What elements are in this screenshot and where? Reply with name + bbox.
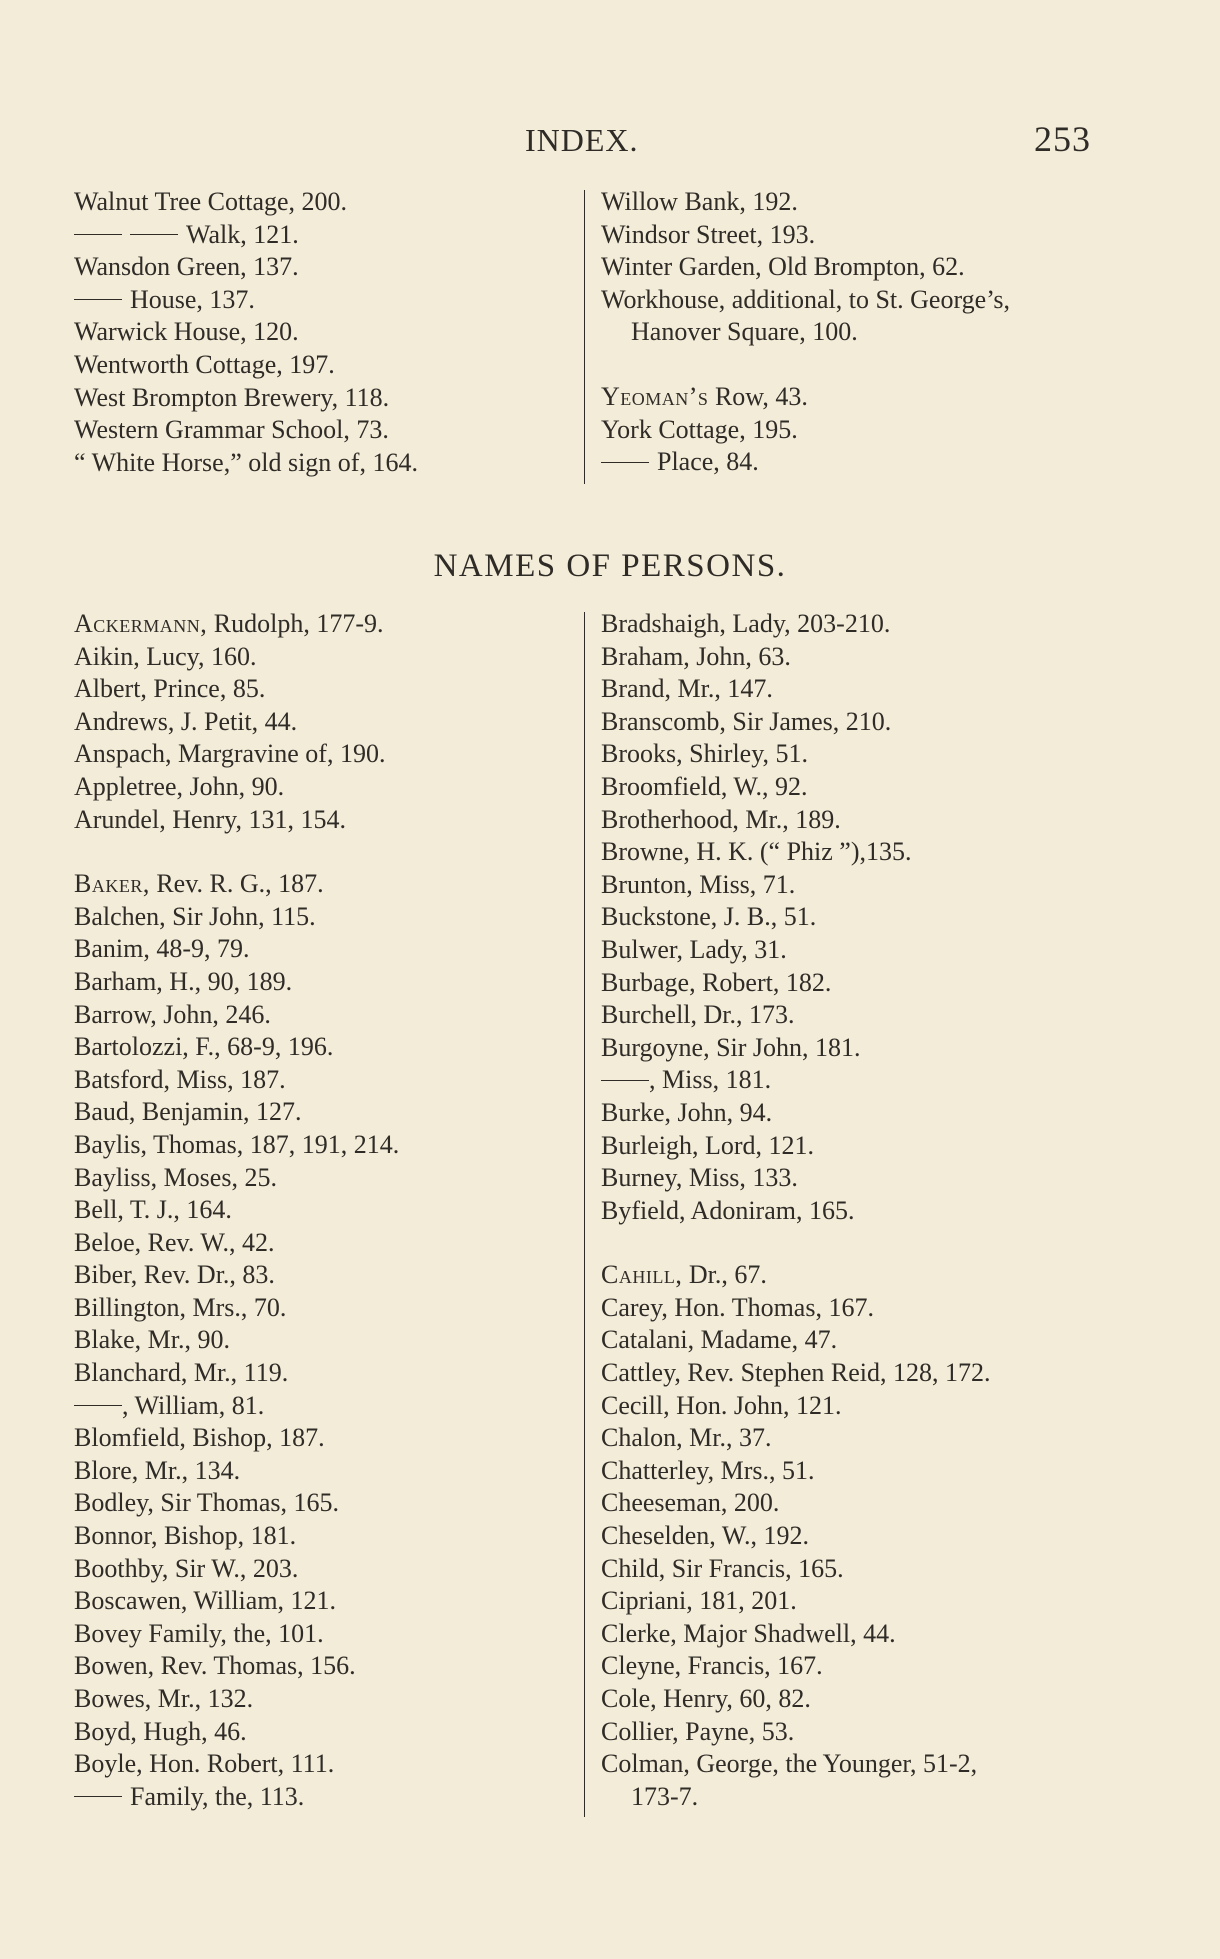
index-entry (74, 1129, 399, 1162)
entry-text: Burney, Miss, 133. (601, 1163, 798, 1193)
index-entry (601, 1162, 990, 1195)
index-entry (74, 349, 418, 382)
entry-text: Blomfield, Bishop, 187. (74, 1423, 325, 1453)
index-entry (601, 1064, 990, 1097)
entry-text: Cipriani, 181, 201. (601, 1586, 797, 1616)
entry-text: Rudolph, 177-9. (207, 609, 384, 638)
index-entry (74, 1650, 399, 1683)
entry-text: Bowes, Mr., 132. (74, 1684, 254, 1713)
index-entry (601, 1130, 990, 1163)
index-entry (74, 1422, 399, 1455)
index-entry (74, 1520, 399, 1553)
entry-text: Dr., 67. (682, 1260, 767, 1290)
entry-text: Braham, John, 63. (601, 641, 791, 671)
ditto-dash (74, 234, 122, 235)
index-entry (601, 1455, 990, 1488)
entry-text: Branscomb, Sir James, 210. (601, 706, 892, 736)
page-header (0, 119, 1220, 166)
entry-text: Bulwer, Lady, 31. (601, 934, 787, 964)
index-entry (74, 1781, 399, 1814)
entry-text: Barham, H., 90, 189. (74, 966, 293, 996)
entry-text: Winter Garden, Old Brompton, 62. (601, 252, 965, 282)
index-entry (74, 1455, 399, 1488)
entry-text: Billington, Mrs., 70. (74, 1292, 287, 1322)
entry-text: Burgoyne, Sir John, 181. (601, 1032, 861, 1062)
index-entry (601, 1259, 990, 1292)
entry-text: Clerke, Major Shadwell, 44. (601, 1618, 896, 1648)
index-entry (74, 608, 399, 641)
entry-text: Bodley, Sir Thomas, 165. (74, 1488, 340, 1518)
entry-text: Boyd, Hugh, 46. (74, 1716, 247, 1746)
index-entry-continuation (601, 1781, 990, 1814)
entry-text: Warwick House, 120. (74, 317, 299, 347)
entry-text: Bovey Family, the, 101. (74, 1618, 324, 1648)
entry-text: Barrow, John, 246. (74, 999, 271, 1029)
entry-text: Cecill, Hon. John, 121. (601, 1390, 842, 1420)
entry-text: Boscawen, William, 121. (74, 1586, 337, 1616)
index-entry (74, 316, 418, 349)
index-entry (601, 251, 1010, 284)
entry-text: Western Grammar School, 73. (74, 415, 389, 445)
index-entry (601, 608, 990, 641)
entry-text: Broomfield, W., 92. (601, 771, 808, 801)
entry-text: Burbage, Robert, 182. (601, 967, 832, 997)
entry-text: Rev. R. G., 187. (149, 869, 324, 899)
entry-text: Bowen, Rev. Thomas, 156. (74, 1651, 356, 1681)
index-entry (74, 901, 399, 934)
index-entry (601, 1650, 990, 1683)
entry-text: Bayliss, Moses, 25. (74, 1162, 277, 1192)
ditto-dash (74, 299, 122, 300)
index-entry (601, 1032, 990, 1065)
entry-text: 173-7. (631, 1781, 699, 1811)
index-entry (601, 901, 990, 934)
index-entry (74, 738, 399, 771)
entry-text: Blore, Mr., 134. (74, 1455, 241, 1485)
entry-text: “ White Horse,” old sign of, 164. (74, 447, 418, 477)
index-entry (601, 284, 1010, 317)
ditto-dash (130, 234, 178, 235)
entry-text: Anspach, Margravine of, 190. (74, 739, 386, 769)
index-entry (74, 804, 399, 837)
index-entry (601, 999, 990, 1032)
entry-text: Bradshaigh, Lady, 203-210. (601, 609, 891, 638)
index-entry (601, 1390, 990, 1423)
entry-text: Cattley, Rev. Stephen Reid, 128, 172. (601, 1358, 991, 1388)
index-entry (601, 1585, 990, 1618)
index-entry-continuation (601, 316, 1010, 349)
index-entry (74, 1585, 399, 1618)
entry-text: Baud, Benjamin, 127. (74, 1097, 302, 1127)
entry-text: Brooks, Shirley, 51. (601, 739, 809, 769)
index-entry (74, 1683, 399, 1716)
entry-text: Boyle, Hon. Robert, 111. (74, 1749, 335, 1779)
entry-text: Balchen, Sir John, 115. (74, 901, 316, 931)
index-entry (601, 186, 1010, 219)
index-entry (601, 869, 990, 902)
index-entry (601, 414, 1010, 447)
persons-column-left (74, 608, 399, 1813)
entry-text: Albert, Prince, 85. (74, 674, 266, 704)
places-column-right (601, 186, 1010, 479)
places-column-divider (584, 190, 585, 484)
index-entry (74, 966, 399, 999)
index-entry (601, 1748, 990, 1781)
index-entry (74, 186, 418, 219)
entry-text: Buckstone, J. B., 51. (601, 902, 817, 932)
index-entry (74, 1357, 399, 1390)
entry-text: Burchell, Dr., 173. (601, 1000, 795, 1030)
entry-text: House, 137. (130, 284, 255, 314)
index-entry (601, 1683, 990, 1716)
entry-lead-word: Baker, (74, 869, 150, 899)
index-entry (601, 934, 990, 967)
running-title: INDEX. (525, 122, 639, 158)
index-entry (601, 1487, 990, 1520)
entry-text: Cole, Henry, 60, 82. (601, 1684, 811, 1713)
entry-text: Windsor Street, 193. (601, 219, 816, 249)
index-entry (601, 1520, 990, 1553)
index-entry (601, 1097, 990, 1130)
entry-group-gap (74, 836, 399, 868)
index-entry (74, 414, 418, 447)
entry-text: Boothby, Sir W., 203. (74, 1553, 299, 1583)
entry-text: Burleigh, Lord, 121. (601, 1130, 815, 1160)
entry-text: Batsford, Miss, 187. (74, 1064, 286, 1094)
entry-text: Aikin, Lucy, 160. (74, 641, 257, 671)
entry-group-gap (601, 349, 1010, 381)
index-entry (601, 967, 990, 1000)
entry-text: Cheeseman, 200. (601, 1488, 780, 1518)
index-entry (601, 1357, 990, 1390)
entry-text: Biber, Rev. Dr., 83. (74, 1260, 275, 1290)
index-entry (601, 804, 990, 837)
entry-text: York Cottage, 195. (601, 414, 798, 444)
index-entry (74, 999, 399, 1032)
index-entry (601, 706, 990, 739)
index-entry (74, 706, 399, 739)
entry-text: Wentworth Cottage, 197. (74, 349, 335, 379)
entry-text: Hanover Square, 100. (631, 317, 858, 347)
entry-text: Burke, John, 94. (601, 1097, 773, 1127)
entry-text: Collier, Payne, 53. (601, 1716, 795, 1746)
index-entry (601, 1422, 990, 1455)
entry-text: Blanchard, Mr., 119. (74, 1358, 289, 1388)
entry-text: West Brompton Brewery, 118. (74, 382, 390, 412)
entry-text: Walnut Tree Cottage, 200. (74, 187, 348, 216)
ditto-dash (601, 1080, 649, 1081)
entry-text: Colman, George, the Younger, 51-2, (601, 1749, 978, 1779)
entry-text: Family, the, 113. (130, 1781, 305, 1811)
page-number: 253 (1034, 119, 1091, 159)
section-title: NAMES OF PERSONS. (433, 548, 787, 584)
entry-text: Workhouse, additional, to St. George’s, (601, 284, 1011, 314)
index-entry (601, 738, 990, 771)
index-entry (74, 219, 418, 252)
index-entry (74, 382, 418, 415)
entry-text: Cleyne, Francis, 167. (601, 1651, 823, 1681)
index-entry (601, 446, 1010, 479)
index-entry (74, 1292, 399, 1325)
entry-text: Brotherhood, Mr., 189. (601, 804, 841, 834)
index-entry (74, 1031, 399, 1064)
entry-text: Child, Sir Francis, 165. (601, 1553, 844, 1583)
index-entry (601, 1716, 990, 1749)
index-entry (601, 1618, 990, 1651)
entry-text: Appletree, John, 90. (74, 771, 285, 801)
entry-text: Byfield, Adoniram, 165. (601, 1195, 855, 1225)
persons-column-divider (584, 612, 585, 1817)
entry-lead-word: Ackermann, (74, 609, 208, 638)
entry-text: Brand, Mr., 147. (601, 674, 773, 704)
ditto-dash (601, 462, 649, 463)
index-entry (74, 1162, 399, 1195)
entry-text: Willow Bank, 192. (601, 187, 798, 216)
entry-text: Walk, 121. (186, 219, 299, 249)
index-entry (74, 1324, 399, 1357)
index-entry (601, 641, 990, 674)
index-entry (74, 1096, 399, 1129)
entry-text: Brunton, Miss, 71. (601, 869, 796, 899)
index-entry (601, 1553, 990, 1586)
index-entry (74, 1194, 399, 1227)
index-entry (74, 1748, 399, 1781)
index-entry (601, 836, 990, 869)
ditto-dash (74, 1405, 122, 1406)
entry-text: Bartolozzi, F., 68-9, 196. (74, 1032, 334, 1062)
entry-text: , Miss, 181. (649, 1065, 772, 1095)
entry-text: Blake, Mr., 90. (74, 1325, 230, 1355)
entry-text: Cheselden, W., 192. (601, 1521, 809, 1551)
index-entry (74, 447, 418, 480)
index-entry (74, 1553, 399, 1586)
entry-text: , William, 81. (122, 1390, 265, 1420)
index-entry (74, 1390, 399, 1423)
index-entry (601, 1292, 990, 1325)
index-entry (74, 1064, 399, 1097)
ditto-dash (74, 1796, 122, 1797)
entry-text: Row, 43. (708, 381, 808, 411)
index-entry (74, 1487, 399, 1520)
entry-text: Browne, H. K. (“ Phiz ”),135. (601, 837, 912, 867)
index-entry (601, 1324, 990, 1357)
index-entry (74, 284, 418, 317)
entry-text: Banim, 48-9, 79. (74, 934, 250, 964)
entry-text: Chatterley, Mrs., 51. (601, 1455, 815, 1485)
index-entry (74, 1259, 399, 1292)
entry-lead-word: Yeoman’s (601, 381, 709, 411)
index-entry (74, 641, 399, 674)
entry-text: Arundel, Henry, 131, 154. (74, 804, 346, 834)
entry-text: Carey, Hon. Thomas, 167. (601, 1292, 874, 1322)
index-entry (601, 771, 990, 804)
index-entry (74, 1618, 399, 1651)
entry-text: Bell, T. J., 164. (74, 1195, 232, 1225)
entry-text: Catalani, Madame, 47. (601, 1325, 838, 1355)
index-entry (74, 251, 418, 284)
entry-lead-word: Cahill, (601, 1260, 683, 1290)
index-entry (74, 933, 399, 966)
index-entry (74, 868, 399, 901)
entry-text: Beloe, Rev. W., 42. (74, 1227, 275, 1257)
index-entry (74, 673, 399, 706)
index-entry (74, 1227, 399, 1260)
persons-column-right (601, 608, 990, 1813)
entry-text: Andrews, J. Petit, 44. (74, 706, 298, 736)
places-column-left (74, 186, 418, 479)
entry-text: Chalon, Mr., 37. (601, 1423, 772, 1453)
entry-text: Bonnor, Bishop, 181. (74, 1521, 297, 1551)
index-entry (601, 1195, 990, 1228)
index-entry (74, 1716, 399, 1749)
entry-group-gap (601, 1227, 990, 1259)
index-entry (601, 381, 1010, 414)
entry-text: Wansdon Green, 137. (74, 252, 299, 282)
index-entry (601, 219, 1010, 252)
entry-text: Place, 84. (657, 447, 759, 477)
entry-text: Baylis, Thomas, 187, 191, 214. (74, 1129, 400, 1159)
index-entry (74, 771, 399, 804)
index-entry (601, 673, 990, 706)
